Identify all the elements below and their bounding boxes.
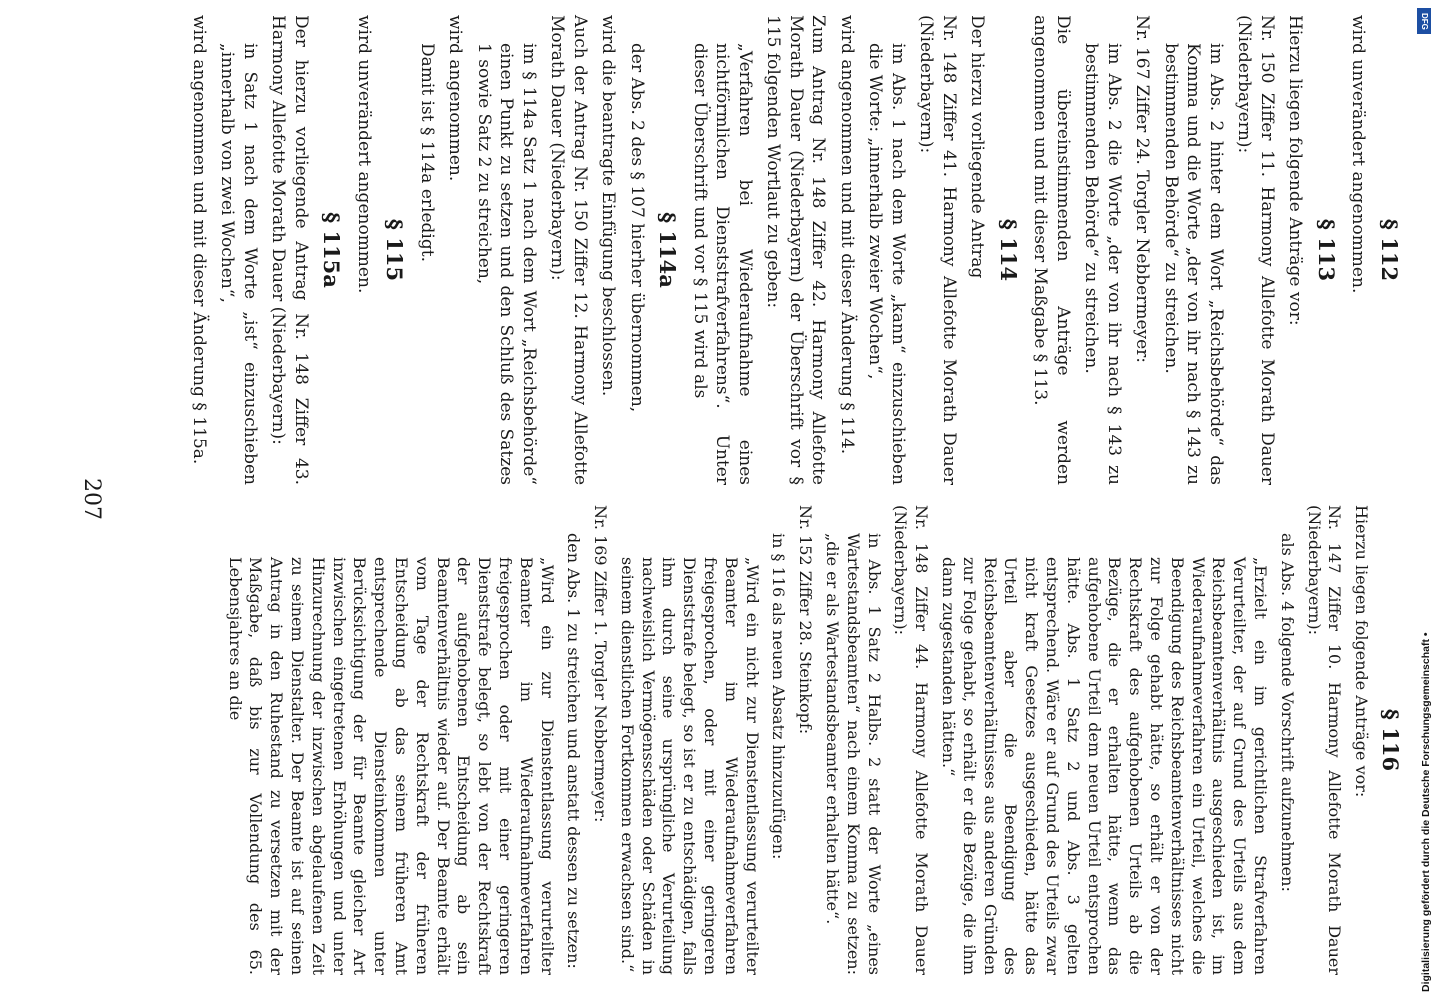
indented-paragraph: Damit ist § 114a erledigt. [417, 43, 437, 262]
indented-paragraph: im Abs. 2 hinter dem Wort „Reichsbehörde“ das Komma und die Worte „der von ihr nach § 143 zu bestimmenden Behörde“ zu streichen. [1161, 43, 1226, 485]
paragraph: Hierzu liegen folgende Anträge vor: [1285, 15, 1306, 326]
indented-paragraph: in § 116 als neuen Absatz hinzuzufügen: [769, 533, 789, 860]
section-heading: § 115 [382, 218, 408, 282]
digitization-credit: Digitalisierung gefördert durch die Deutsche Forschungsgemeinschaft • [1420, 632, 1432, 992]
paragraph: Nr. 152 Ziffer 28. Steinkopf: [796, 505, 816, 735]
section-heading: § 114a [655, 212, 681, 288]
indented-paragraph: den Abs. 1 zu streichen und anstatt dessen zu setzen: [564, 533, 584, 969]
paragraph: Hierzu liegen folgende Anträge vor: [1352, 505, 1372, 798]
indented-paragraph: im Abs. 2 die Worte „der von ihr nach § 143 zu bestimmenden Behörde“ zu streichen. [1081, 43, 1124, 485]
section-heading: § 116 [1378, 708, 1403, 772]
quoted-paragraph: „Erzielt ein im gerichtlichen Strafverfahren Verurteilter, der auf Grund des Urteils aus dem Reichsbeamtenverhältnis ausgeschieden ist, im Wiederaufnahmeverfahren ein Urteil, welches die Beendigung des Reichsbeamtenverhältnisses nicht zur Folge gehabt hätte, so erhält er von der Rechtskraft des aufgehobenen Urteils ab die Bezüge, die er erhalten hätte, wenn das aufgehobene Urteil dem neuen Urteil entsprochen hätte. Abs. 1 Satz 2 und Abs. 3 gelten entsprechend. Wäre er auf Grund des Urteils zwar nicht kraft Gesetzes ausgeschieden, hätte das Urteil aber die Beendigung des Reichsbeamtenverhältnisses aus anderen Gründen zur Folge gehabt, so erhält er die Bezüge, die ihm dann zugestanden hätten.“ [939, 557, 1271, 975]
indented-paragraph: im Abs. 1 nach dem Worte „kann“ einzuschieben die Worte: „innerhalb zweier Wochen“, [865, 43, 908, 485]
paragraph: Nr. 167 Ziffer 24. Torgler Nebbermeyer: [1132, 15, 1153, 364]
paragraph: Nr. 148 Ziffer 41. Harmony Allefotte Morath Dauer (Niederbayern): [916, 15, 959, 485]
left-column [182, 15, 1411, 485]
paragraph: wird die beantragte Einfügung beschlossen. [598, 15, 619, 397]
right-column [218, 505, 1410, 975]
section-heading: § 112 [1377, 218, 1402, 282]
indented-paragraph: der Abs. 2 des § 107 hierher übernommen, [627, 43, 647, 413]
quoted-paragraph: „Wird ein zur Dienstentlassung verurteilter Beamter im Wiederaufnahmeverfahren freigesprochen oder mit einer geringeren Dienststrafe belegt, so lebt von der Rechtskraft der aufgehobenen Entscheidung ab sein Beamtenverhältnis wieder auf. Der Beamte erhält vom Tage der Rechtskraft der früheren Entscheidung ab das seinem früheren Amt entsprechende Diensteinkommen unter Berücksichtigung der für Beamte gleicher Art inzwischen eingetretenen Erhöhungen und unter Hinzurechnung der inzwischen abgelaufenen Zeit zu seinem Dienstalter. Der Beamte ist auf seinen Antrag in den Ruhestand zu versetzen mit der Maßgabe, daß bis zur Vollendung des 65. Lebensjahres an die [225, 557, 557, 975]
paragraph: Nr. 147 Ziffer 10. Harmony Allefotte Morath Dauer (Niederbayern): [1304, 505, 1345, 975]
paragraph: Nr. 148 Ziffer 44. Harmony Allefotte Morath Dauer (Niederbayern): [891, 505, 932, 975]
indented-paragraph: in Satz 1 nach dem Worte „ist“ einzuschieben „innerhalb von zwei Wochen“, [217, 43, 260, 485]
paragraph: wird angenommen. [445, 15, 466, 182]
paragraph: Auch der Antrag Nr. 150 Ziffer 12. Harmony Allefotte Morath Dauer (Niederbayern): [547, 15, 590, 485]
paragraph: Nr. 169 Ziffer 1. Torgler Nebbermeyer: [591, 505, 611, 823]
paragraph: wird angenommen und mit dieser Änderung § 114. [837, 15, 857, 455]
paragraph: wird unverändert angenommen. [1348, 15, 1369, 294]
quoted-paragraph: „Wird ein nicht zur Dienstentlassung verurteilter Beamter im Wiederaufnahmeverfahren freigesprochen, oder mit einer geringeren Dienststrafe belegt, so ist er zu entschädigen, falls ihm durch seine ursprüngliche Verurteilung nachweislich Vermögensschäden oder Schäden in seinem dienstlichen Fortkommen erwachsen sind.“ [617, 557, 762, 975]
page-number: 207 [79, 478, 104, 520]
paragraph: wird angenommen und mit dieser Änderung § 115a. [189, 15, 209, 465]
indented-paragraph: in Abs. 1 Satz 2 Halbs. 2 statt der Worte „eines Wartestandsbeamten“ nach einem Komma zu setzen: „die er als Wartestandsbeamter erhalten hätte“. [823, 533, 884, 975]
paragraph: Der hierzu vorliegende Antrag [967, 15, 988, 279]
paragraph: Der hierzu vorliegende Antrag Nr. 148 Ziffer 43. Harmony Allefotte Morath Dauer (Niederbayern): [268, 15, 311, 485]
document-page [10, 0, 1410, 1000]
indented-paragraph: im § 114a Satz 1 nach dem Wort „Reichsbehörde“ einen Punkt zu setzen und den Schluß des Satzes 1 sowie Satz 2 zu streichen, [474, 43, 539, 485]
indented-paragraph: als Abs. 4 folgende Vorschrift aufzunehmen: [1277, 533, 1297, 892]
section-heading: § 114 [996, 218, 1021, 282]
dfg-logo: DFG [1417, 8, 1431, 34]
section-heading: § 113 [1314, 218, 1339, 282]
indented-paragraph: „Verfahren bei Wiederaufnahme eines nichtförmlichen Dienststrafverfahrens“. Unter dieser Überschrift und vor § 115 wird als [690, 43, 755, 485]
paragraph: Die übereinstimmenden Anträge werden angenommen und mit dieser Maßgabe § 113. [1030, 15, 1073, 485]
paragraph: wird unverändert angenommen. [354, 15, 374, 294]
paragraph: Zum Antrag Nr. 148 Ziffer 42. Harmony Allefotte Morath Dauer (Niederbayern) der Überschrift vor § 115 folgenden Wortlaut zu geben: [763, 15, 829, 485]
paragraph: Nr. 150 Ziffer 11. Harmony Allefotte Morath Dauer (Niederbayern): [1234, 15, 1277, 485]
section-heading: § 115a [319, 212, 345, 288]
